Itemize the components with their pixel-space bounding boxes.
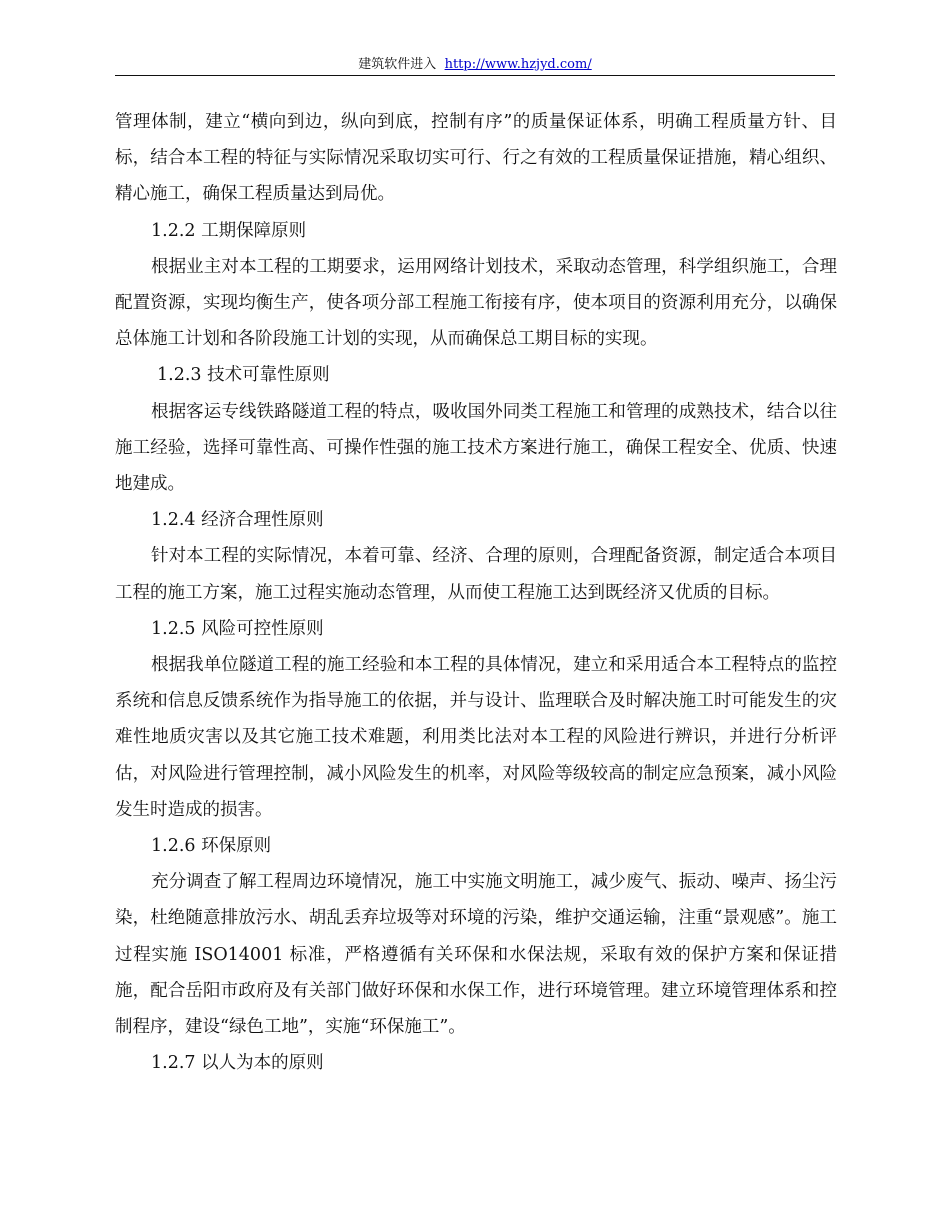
section-heading-1-2-5: 1.2.5 风险可控性原则 xyxy=(151,618,324,639)
section-heading-1-2-2: 1.2.2 工期保障原则 xyxy=(151,220,307,241)
paragraph-schedule: 根据业主对本工程的工期要求，运用网络计划技术，采取动态管理，科学组织施工，合理配置资源，实现均衡生产，使各项分部工程施工衔接有序，使本项目的资源利用充分，以确保总体施工计划和各阶段施工计划的实现，从而确保总工期目标的实现。 xyxy=(115,256,837,350)
paragraph-risk: 根据我单位隧道工程的施工经验和本工程的具体情况，建立和采用适合本工程特点的监控系统和信息反馈系统作为指导施工的依据，并与设计、监理联合及时解决施工时可能发生的灾难性地质灾害以及其它施工技术难题，利用类比法对本工程的风险进行辨识，并进行分析评估，对风险进行管理控制，减小风险发生的机率，对风险等级较高的制定应急预案，减小风险发生时造成的损害。 xyxy=(115,655,837,820)
section-heading-1-2-7: 1.2.7 以人为本的原则 xyxy=(151,1053,324,1074)
header-site-link[interactable]: http://www.hzjyd.com/ xyxy=(444,57,592,72)
section-heading-1-2-6: 1.2.6 环保原则 xyxy=(151,836,272,857)
document-body xyxy=(115,104,837,1081)
header-site-label: 建筑软件进入 xyxy=(358,57,437,72)
paragraph-environment: 充分调查了解工程周边环境情况，施工中实施文明施工，减少废气、振动、噪声、扬尘污染，杜绝随意排放污水、胡乱丢弃垃圾等对环境的污染，维护交通运输，注重“景观感”。施工过程实施 ISO14001 标准，严格遵循有关环保和水保法规，采取有效的保护方案和保证措施，配合岳阳市政府及有关部门做好环保和水保工作，进行环境管理。建立环境管理体系和控制程序，建设“绿色工地”，实施“环保施工”。 xyxy=(115,872,837,1038)
paragraph-technical: 根据客运专线铁路隧道工程的特点，吸收国外同类工程施工和管理的成熟技术，结合以往施工经验，选择可靠性高、可操作性强的施工技术方案进行施工，确保工程安全、优质、快速地建成。 xyxy=(115,401,837,495)
page-header xyxy=(115,56,835,74)
header-divider xyxy=(115,75,835,76)
paragraph-quality-system: 管理体制，建立“横向到边，纵向到底，控制有序”的质量保证体系，明确工程质量方针、目标，结合本工程的特征与实际情况采取切实可行、行之有效的工程质量保证措施，精心组织、精心施工，确保工程质量达到局优。 xyxy=(115,112,837,205)
section-heading-1-2-3: 1.2.3 技术可靠性原则 xyxy=(157,365,330,386)
paragraph-economic: 针对本工程的实际情况，本着可靠、经济、合理的原则，合理配备资源，制定适合本项目工程的施工方案，施工过程实施动态管理，从而使工程施工达到既经济又优质的目标。 xyxy=(115,546,837,603)
section-heading-1-2-4: 1.2.4 经济合理性原则 xyxy=(151,510,324,531)
